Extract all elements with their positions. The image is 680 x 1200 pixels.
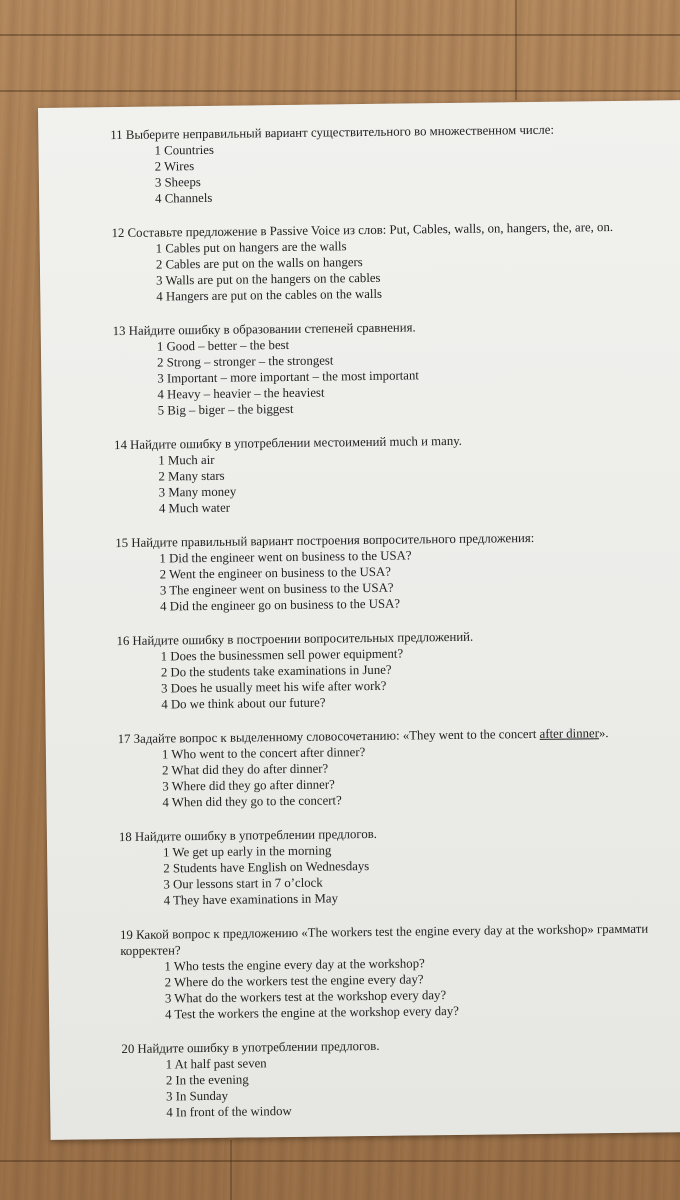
answer-option: 1 Who went to the concert after dinner? xyxy=(161,745,366,762)
question-13 xyxy=(113,316,680,419)
answer-option: 1 Much air xyxy=(158,452,215,468)
answer-option: 2 Do the students take examinations in June? xyxy=(160,662,392,680)
answer-option: 4 Hangers are put on the cables on the walls xyxy=(156,286,383,304)
answer-options xyxy=(114,446,680,517)
answer-option: 1 We get up early in the morning xyxy=(163,843,332,860)
answer-option: 3 Many money xyxy=(158,484,237,500)
question-title-continued: корректен? xyxy=(120,943,181,959)
floor-plank-seam xyxy=(230,1140,232,1200)
answer-option: 3 Where did they go after dinner? xyxy=(162,777,335,794)
question-11 xyxy=(110,120,680,207)
answer-options xyxy=(117,642,680,713)
answer-options xyxy=(115,544,680,615)
answer-option: 1 Who tests the engine every day at the workshop? xyxy=(164,956,425,974)
answer-option: 4 Much water xyxy=(158,500,231,516)
answer-option: 3 Walls are put on the hangers on the cables xyxy=(156,270,381,288)
underlined-phrase: after dinner xyxy=(539,726,600,741)
answer-option: 4 Did the engineer go on business to the USA? xyxy=(160,596,401,614)
floor-plank-seam xyxy=(0,1160,680,1162)
question-title: 12 Составьте предложение в Passive Voice из слов: Put, Cables, walls, on, hangers, the, are, on. xyxy=(111,219,614,241)
question-title: 11 Выберите неправильный вариант существительного во множественном числе: xyxy=(110,122,555,143)
answer-option: 4 Channels xyxy=(155,190,213,206)
answer-option: 5 Big – biger – the biggest xyxy=(157,401,294,418)
question-title-end: ». xyxy=(598,726,609,741)
question-title: 15 Найдите правильный вариант построения вопросительного предложения: xyxy=(115,530,535,551)
answer-option: 2 Students have English on Wednesdays xyxy=(163,859,370,876)
worksheet-content xyxy=(110,120,680,1139)
answer-option: 4 They have examinations in May xyxy=(163,891,339,908)
answer-option: 3 Sheeps xyxy=(154,175,201,190)
answer-options xyxy=(118,740,680,811)
answer-options xyxy=(119,838,680,909)
answer-option: 3 The engineer went on business to the USA? xyxy=(159,580,394,598)
answer-options xyxy=(120,952,680,1023)
floor-plank-seam xyxy=(0,34,680,36)
floor-plank-seam xyxy=(0,90,680,92)
question-title: 16 Найдите ошибку в построении вопросительных предложений. xyxy=(116,629,474,649)
answer-option: 2 Strong – stronger – the strongest xyxy=(157,353,334,370)
question-19 xyxy=(120,920,680,1023)
question-title: 13 Найдите ошибку в образовании степеней сравнения. xyxy=(112,320,416,339)
answer-option: 2 Many stars xyxy=(158,468,225,484)
question-12 xyxy=(111,218,680,305)
answer-option: 4 Test the workers the engine at the workshop every day? xyxy=(164,1003,459,1022)
answer-option: 4 Do we think about our future? xyxy=(161,695,326,712)
question-15 xyxy=(115,528,680,615)
answer-option: 3 In Sunday xyxy=(166,1088,229,1104)
answer-option: 1 Did the engineer went on business to the USA? xyxy=(159,548,412,566)
answer-option: 3 Does he usually meet his wife after work? xyxy=(161,678,387,696)
answer-option: 1 Good – better – the best xyxy=(156,337,290,354)
question-title: 20 Найдите ошибку в употреблении предлогов. xyxy=(121,1038,380,1057)
answer-options xyxy=(112,234,680,305)
question-title: 19 Какой вопрос к предложению «The workers test the engine every day at the workshop» граммати xyxy=(120,921,649,943)
answer-option: 2 Where do the workers test the engine every day? xyxy=(164,972,424,990)
answer-option: 1 Countries xyxy=(154,142,214,158)
answer-option: 2 Went the engineer on business to the USA? xyxy=(159,564,391,582)
answer-option: 1 At half past seven xyxy=(165,1056,267,1072)
answer-options xyxy=(110,136,680,207)
answer-options xyxy=(122,1050,680,1121)
answer-option: 4 Heavy – heavier – the heaviest xyxy=(157,385,325,402)
answer-option: 2 Wires xyxy=(154,159,195,174)
floor-plank-seam xyxy=(515,0,517,100)
answer-option: 4 In front of the window xyxy=(166,1103,292,1120)
worksheet-paper xyxy=(38,100,680,1140)
answer-options xyxy=(113,332,680,419)
question-title: 18 Найдите ошибку в употреблении предлогов. xyxy=(118,826,377,845)
answer-option: 4 When did they go to the concert? xyxy=(162,793,342,810)
answer-option: 3 What do the workers test at the workshop every day? xyxy=(164,988,447,1006)
answer-option: 1 Cables put on hangers are the walls xyxy=(155,239,347,256)
answer-option: 3 Our lessons start in 7 o’clock xyxy=(163,875,323,892)
answer-option: 3 Important – more important – the most important xyxy=(157,368,419,386)
question-14 xyxy=(114,430,680,517)
answer-option: 2 In the evening xyxy=(165,1072,249,1088)
answer-option: 2 Cables are put on the walls on hangers xyxy=(155,255,363,272)
question-title-start: 17 Задайте вопрос к выделенному словосочетанию: «They went to the concert xyxy=(117,726,540,747)
answer-option: 2 What did they do after dinner? xyxy=(162,761,329,778)
question-20 xyxy=(121,1034,680,1121)
answer-option: 1 Does the businessmen sell power equipment? xyxy=(160,646,404,664)
question-16 xyxy=(116,626,680,713)
question-title: 14 Найдите ошибку в употреблении местоимений much и many. xyxy=(114,433,463,453)
question-18 xyxy=(119,822,680,909)
question-17 xyxy=(118,724,680,811)
